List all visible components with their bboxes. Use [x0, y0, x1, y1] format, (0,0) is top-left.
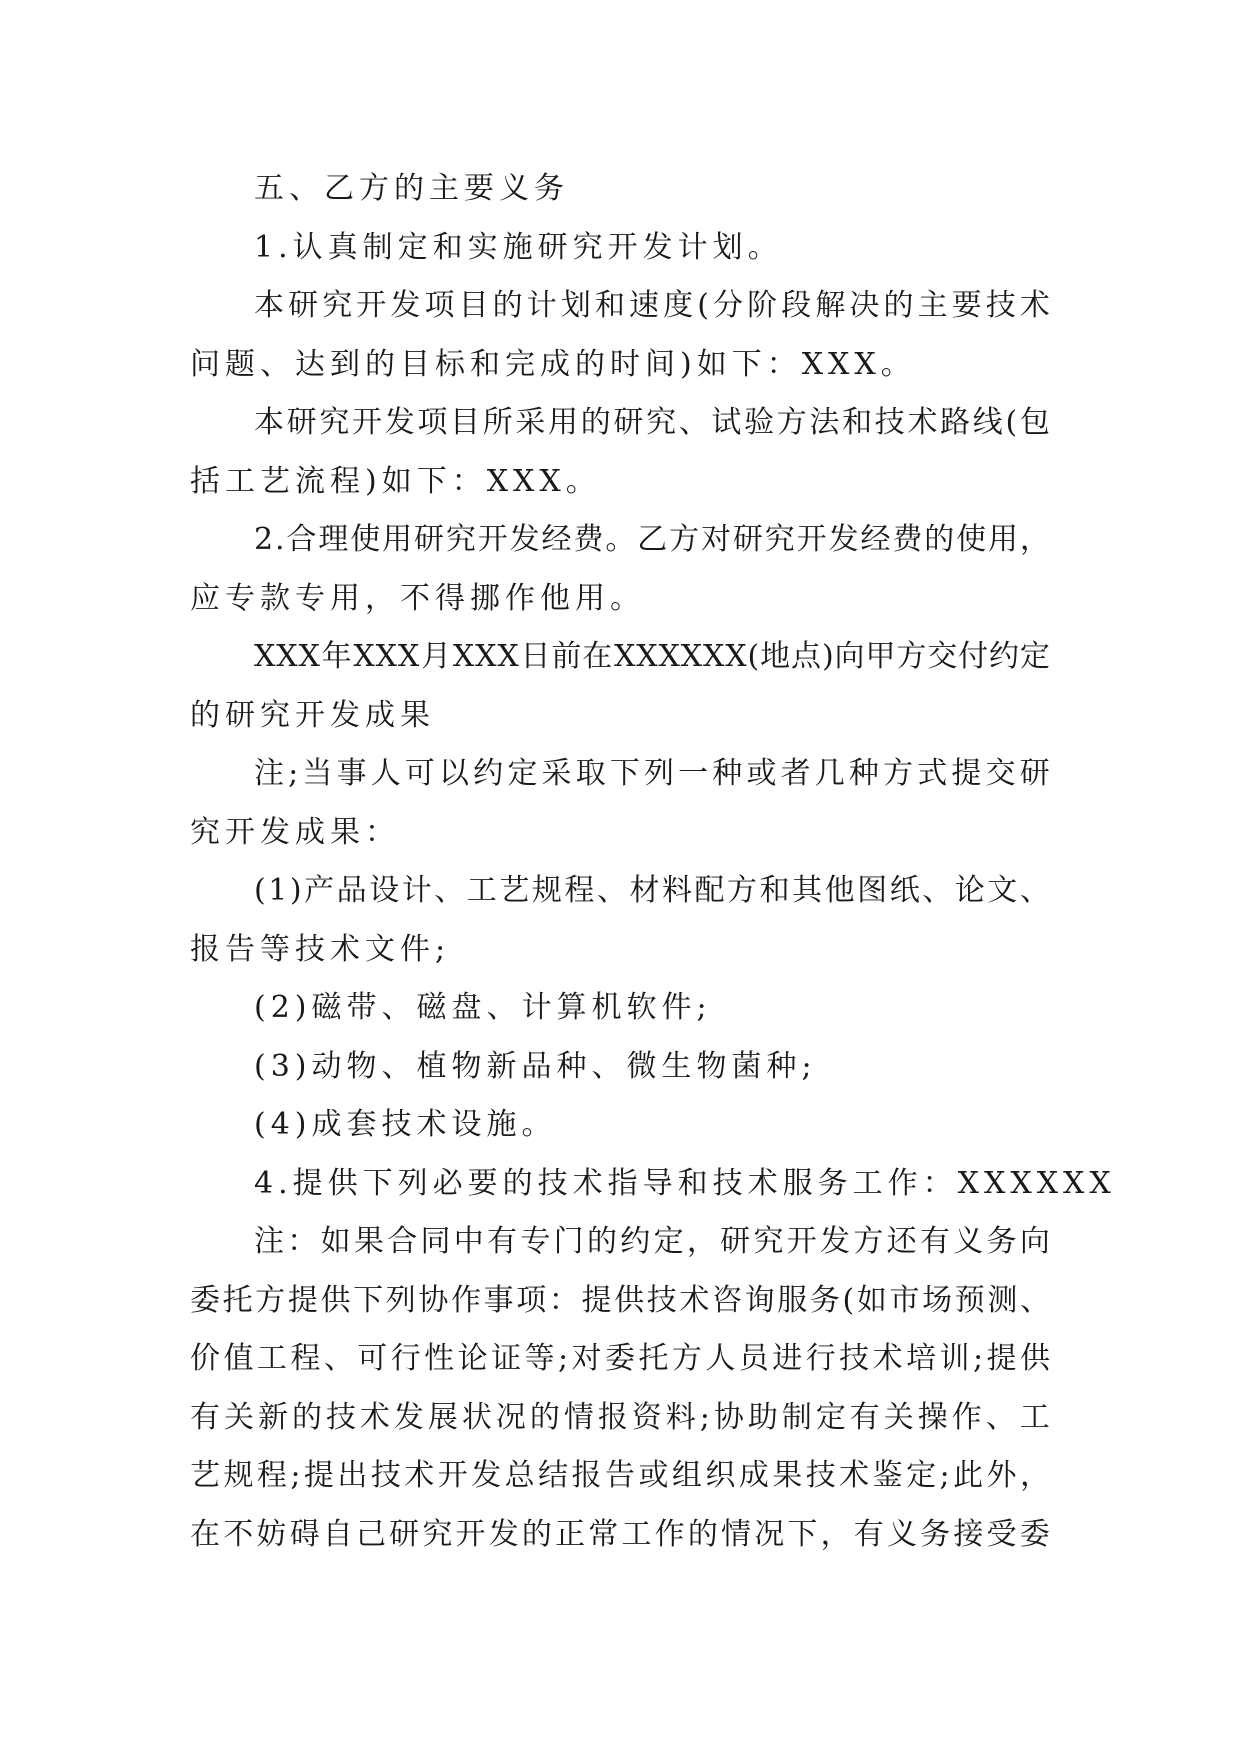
text-line: 艺 规 程 ; 提 出 技 术 开 发 总 结 报 告 或 组 织 成 果 技 术 鉴 定 ; 此 外 ，	[190, 1458, 1050, 1493]
text-line: 应专款专用，不得挪作他用。	[190, 580, 645, 616]
text-line: 有 关 新 的 技 术 发 展 状 况 的 情 报 资 料 ; 协 助 制 定 有 关 操 作 、 工	[190, 1399, 1050, 1435]
text-line: 括工艺流程)如下：XXX。	[190, 463, 601, 499]
text-line: 的研究开发成果	[190, 697, 435, 733]
text-line: 4.提供下列必要的技术指导和技术服务工作：XXXXXX	[254, 1165, 1116, 1201]
text-line: X X X 年 X X X 月 X X X 日 前 在 X X X X X X ( 地 点 ) 向 甲 方 交 付 约 定	[254, 639, 1050, 674]
text-line: 2 . 合 理 使 用 研 究 开 发 经 费 。 乙 方 对 研 究 开 发 经 费 的 使 用 ，	[254, 522, 1050, 557]
text-line: 究开发成果：	[190, 814, 400, 850]
text-line: 注 ： 如 果 合 同 中 有 专 门 的 约 定 ， 研 究 开 发 方 还 有 义 务 向	[254, 1224, 1050, 1259]
text-line: 委 托 方 提 供 下 列 协 作 事 项 ： 提 供 技 术 咨 询 服 务 ( 如 市 场 预 测 、	[190, 1282, 1050, 1318]
text-line: 报告等技术文件;	[190, 931, 451, 967]
text-line: 本 研 究 开 发 项 目 的 计 划 和 速 度 ( 分 阶 段 解 决 的 主 要 技 术	[254, 288, 1050, 323]
text-line: 五、乙方的主要义务	[254, 171, 569, 206]
text-line: 注 ; 当 事 人 可 以 约 定 采 取 下 列 一 种 或 者 几 种 方 式 提 交 研	[254, 756, 1050, 791]
text-line: 问题、达到的目标和完成的时间)如下：XXX。	[190, 346, 916, 382]
text-line: ( 1 ) 产 品 设 计 、 工 艺 规 程 、 材 料 配 方 和 其 他 图 纸 、 论 文 、	[254, 873, 1050, 908]
text-line: (3)动物、植物新品种、微生物菌种;	[254, 1048, 817, 1084]
text-line: (2)磁带、磁盘、计算机软件;	[254, 990, 712, 1025]
text-line: (4)成套技术设施。	[254, 1107, 557, 1142]
document-page	[190, 160, 1116, 1564]
text-line: 在 不 妨 碍 自 己 研 究 开 发 的 正 常 工 作 的 情 况 下 ， 有 义 务 接 受 委	[190, 1516, 1050, 1552]
text-line: 1.认真制定和实施研究开发计划。	[254, 229, 783, 265]
text-line: 本 研 究 开 发 项 目 所 采 用 的 研 究 、 试 验 方 法 和 技 术 路 线 ( 包	[254, 405, 1050, 440]
text-line: 价 值 工 程 、 可 行 性 论 证 等 ; 对 委 托 方 人 员 进 行 技 术 培 训 ; 提 供	[190, 1341, 1050, 1376]
